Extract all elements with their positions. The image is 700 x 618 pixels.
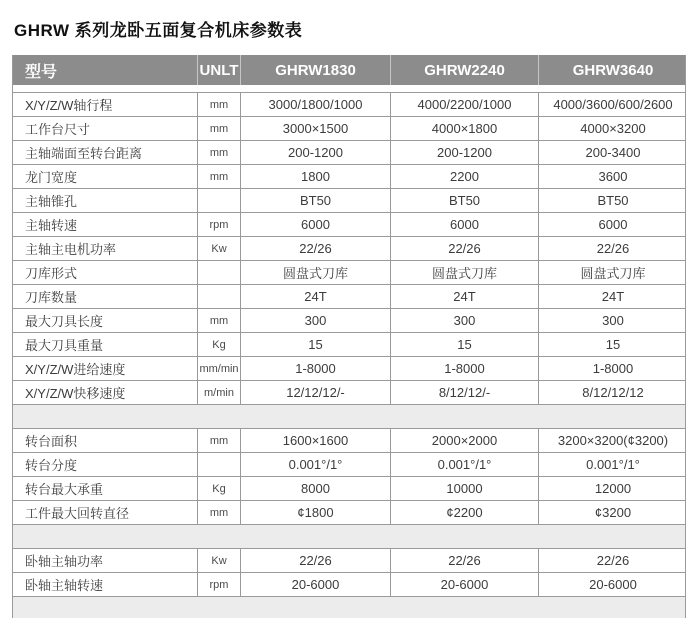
value-cell-ghrw2240: 4000×1800 bbox=[391, 117, 539, 140]
value-cell-ghrw3640: 圆盘式刀库 bbox=[580, 266, 646, 281]
value-cell-ghrw1830: 3000×1500 bbox=[241, 117, 391, 140]
unit-cell: mm bbox=[198, 309, 241, 332]
value-cell-ghrw1830: 12/12/12/- bbox=[241, 381, 391, 404]
value-cell-ghrw1830: 20-6000 bbox=[241, 573, 391, 596]
row-label-cell: 主轴主电机功率 bbox=[13, 237, 198, 260]
value-cell-ghrw1830: 0.001°/1° bbox=[241, 453, 391, 476]
value-cell-ghrw1830: 1800 bbox=[241, 165, 391, 188]
value-cell-ghrw3640: 3200×3200(¢3200) bbox=[557, 433, 669, 448]
row-label-cell: X/Y/Z/W轴行程 bbox=[13, 93, 198, 116]
page-title: GHRW 系列龙卧五面复合机床参数表 bbox=[14, 21, 303, 40]
row-label-cell: 工作台尺寸 bbox=[13, 117, 198, 140]
unit-cell bbox=[198, 189, 241, 212]
unit-cell: mm bbox=[198, 429, 241, 452]
header-cell-ghrw1830: GHRW1830 bbox=[241, 55, 391, 85]
table-row bbox=[13, 501, 685, 525]
header-cell-ghrw2240: GHRW2240 bbox=[391, 55, 539, 85]
value-cell-ghrw3640: 22/26 bbox=[596, 241, 630, 256]
value-cell-ghrw1830: 1-8000 bbox=[241, 357, 391, 380]
value-cell-ghrw2240: 1-8000 bbox=[391, 357, 539, 380]
value-cell-ghrw2240: 2000×2000 bbox=[391, 429, 539, 452]
row-label-cell: X/Y/Z/W进给速度 bbox=[13, 357, 198, 380]
table-row bbox=[13, 285, 685, 309]
bottom-gap bbox=[13, 597, 685, 618]
value-cell-ghrw2240: 0.001°/1° bbox=[391, 453, 539, 476]
value-cell-ghrw3640: 4000/3600/600/2600 bbox=[553, 97, 673, 112]
value-cell-ghrw2240: 300 bbox=[391, 309, 539, 332]
value-cell-ghrw1830: 15 bbox=[241, 333, 391, 356]
table-row bbox=[13, 549, 685, 573]
value-cell-ghrw1830: 300 bbox=[241, 309, 391, 332]
table-row bbox=[13, 93, 685, 117]
section-gap bbox=[13, 405, 685, 428]
value-cell-ghrw2240: 圆盘式刀库 bbox=[391, 261, 539, 284]
unit-cell: mm bbox=[198, 117, 241, 140]
value-cell-ghrw1830: 3000/1800/1000 bbox=[241, 93, 391, 116]
unit-cell: Kw bbox=[198, 549, 241, 572]
value-cell-ghrw2240: 22/26 bbox=[391, 237, 539, 260]
value-cell-ghrw1830: 22/26 bbox=[241, 237, 391, 260]
value-cell-ghrw1830: 22/26 bbox=[241, 549, 391, 572]
table-section bbox=[13, 92, 685, 405]
unit-cell: rpm bbox=[198, 573, 241, 596]
value-cell-ghrw2240: 8/12/12/- bbox=[391, 381, 539, 404]
table-row bbox=[13, 189, 685, 213]
table-row bbox=[13, 357, 685, 381]
table-row bbox=[13, 333, 685, 357]
value-cell-ghrw3640: 20-6000 bbox=[589, 577, 637, 592]
value-cell-ghrw2240: 22/26 bbox=[391, 549, 539, 572]
value-cell-ghrw2240: 4000/2200/1000 bbox=[391, 93, 539, 116]
value-cell-ghrw1830: 6000 bbox=[241, 213, 391, 236]
value-cell-ghrw3640: 200-3400 bbox=[585, 145, 641, 160]
value-cell-ghrw3640: 6000 bbox=[598, 217, 628, 232]
section-gap bbox=[13, 525, 685, 548]
table-row bbox=[13, 381, 685, 405]
unit-cell: mm/min bbox=[198, 357, 241, 380]
value-cell-ghrw3640: 0.001°/1° bbox=[586, 457, 640, 472]
value-cell-ghrw3640: 1-8000 bbox=[592, 361, 634, 376]
value-cell-ghrw3640: 24T bbox=[601, 289, 625, 304]
value-cell-ghrw2240: 6000 bbox=[391, 213, 539, 236]
table-row bbox=[13, 477, 685, 501]
table-section bbox=[13, 548, 685, 597]
unit-cell: mm bbox=[198, 93, 241, 116]
value-cell-ghrw1830: 200-1200 bbox=[241, 141, 391, 164]
value-cell-ghrw3640: 15 bbox=[605, 337, 621, 352]
row-label-cell: 龙门宽度 bbox=[13, 165, 198, 188]
value-cell-ghrw2240: 2200 bbox=[391, 165, 539, 188]
unit-cell: rpm bbox=[198, 213, 241, 236]
value-cell-ghrw3640: 300 bbox=[602, 313, 624, 328]
table-row bbox=[13, 117, 685, 141]
unit-cell bbox=[198, 285, 241, 308]
header-cell-ghrw3640: GHRW3640 bbox=[572, 61, 654, 79]
value-cell-ghrw1830: 1600×1600 bbox=[241, 429, 391, 452]
row-label-cell: 工件最大回转直径 bbox=[13, 501, 198, 524]
row-label-cell: X/Y/Z/W快移速度 bbox=[13, 381, 198, 404]
value-cell-ghrw3640: 12000 bbox=[594, 481, 632, 496]
row-label-cell: 最大刀具重量 bbox=[13, 333, 198, 356]
header-cell-model: 型号 bbox=[13, 55, 198, 85]
value-cell-ghrw1830: 8000 bbox=[241, 477, 391, 500]
parameter-table bbox=[12, 55, 686, 618]
row-label-cell: 最大刀具长度 bbox=[13, 309, 198, 332]
value-cell-ghrw2240: 20-6000 bbox=[391, 573, 539, 596]
value-cell-ghrw2240: ¢2200 bbox=[391, 501, 539, 524]
row-label-cell: 转台分度 bbox=[13, 453, 198, 476]
unit-cell: mm bbox=[198, 141, 241, 164]
unit-cell: m/min bbox=[198, 381, 241, 404]
value-cell-ghrw2240: 10000 bbox=[391, 477, 539, 500]
unit-cell: Kg bbox=[198, 477, 241, 500]
table-row bbox=[13, 141, 685, 165]
header-body-gap bbox=[13, 85, 685, 92]
row-label-cell: 刀库数量 bbox=[13, 285, 198, 308]
value-cell-ghrw3640: 22/26 bbox=[596, 553, 630, 568]
value-cell-ghrw2240: 24T bbox=[391, 285, 539, 308]
value-cell-ghrw2240: BT50 bbox=[391, 189, 539, 212]
table-row bbox=[13, 213, 685, 237]
value-cell-ghrw1830: 24T bbox=[241, 285, 391, 308]
value-cell-ghrw3640: 4000×3200 bbox=[580, 121, 646, 136]
row-label-cell: 主轴端面至转台距离 bbox=[13, 141, 198, 164]
table-section bbox=[13, 428, 685, 525]
header-cell-unit: UNLT bbox=[198, 55, 241, 85]
table-row bbox=[13, 573, 685, 597]
value-cell-ghrw3640: 8/12/12/12 bbox=[582, 385, 644, 400]
unit-cell bbox=[198, 261, 241, 284]
value-cell-ghrw1830: BT50 bbox=[241, 189, 391, 212]
row-label-cell: 主轴锥孔 bbox=[13, 189, 198, 212]
table-body bbox=[13, 92, 685, 597]
value-cell-ghrw3640: ¢3200 bbox=[594, 505, 632, 520]
table-header-row bbox=[13, 55, 685, 85]
value-cell-ghrw3640: 3600 bbox=[598, 169, 628, 184]
table-row bbox=[13, 237, 685, 261]
table-row bbox=[13, 429, 685, 453]
table-row bbox=[13, 309, 685, 333]
table-row bbox=[13, 261, 685, 285]
value-cell-ghrw2240: 200-1200 bbox=[391, 141, 539, 164]
unit-cell: Kg bbox=[198, 333, 241, 356]
row-label-cell: 刀库形式 bbox=[13, 261, 198, 284]
value-cell-ghrw1830: ¢1800 bbox=[241, 501, 391, 524]
unit-cell: mm bbox=[198, 501, 241, 524]
row-label-cell: 卧轴主轴转速 bbox=[13, 573, 198, 596]
value-cell-ghrw1830: 圆盘式刀库 bbox=[241, 261, 391, 284]
row-label-cell: 转台面积 bbox=[13, 429, 198, 452]
unit-cell: Kw bbox=[198, 237, 241, 260]
table-row bbox=[13, 453, 685, 477]
row-label-cell: 卧轴主轴功率 bbox=[13, 549, 198, 572]
value-cell-ghrw3640: BT50 bbox=[597, 193, 629, 208]
unit-cell bbox=[198, 453, 241, 476]
row-label-cell: 转台最大承重 bbox=[13, 477, 198, 500]
row-label-cell: 主轴转速 bbox=[13, 213, 198, 236]
unit-cell: mm bbox=[198, 165, 241, 188]
table-row bbox=[13, 165, 685, 189]
value-cell-ghrw2240: 15 bbox=[391, 333, 539, 356]
